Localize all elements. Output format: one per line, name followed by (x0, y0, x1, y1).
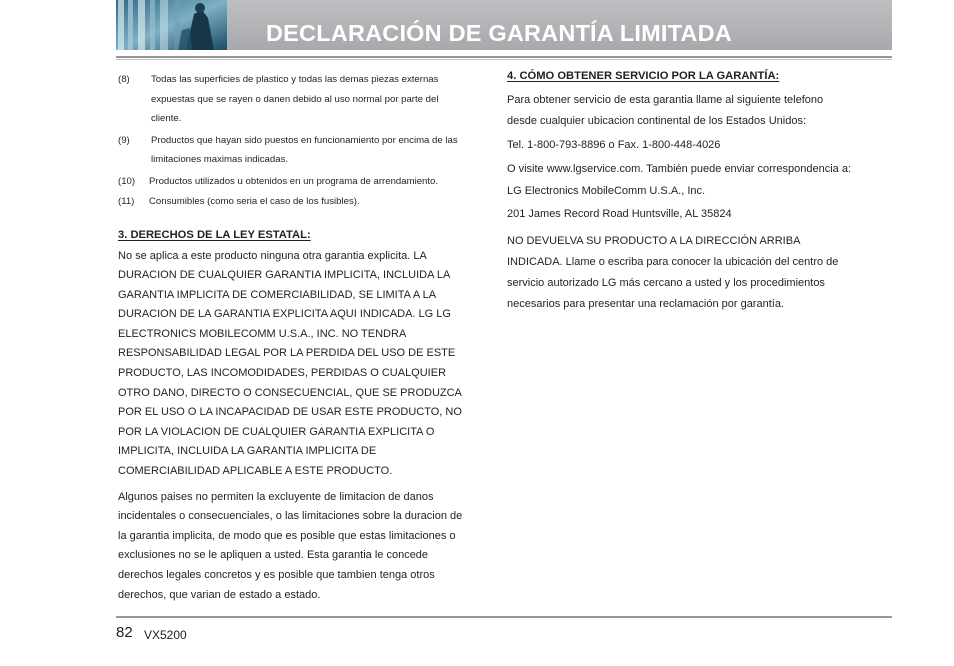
model-name: VX5200 (144, 628, 187, 642)
header-photo-image (116, 0, 227, 50)
list-item (118, 172, 463, 192)
section-3-paragraph-2: Algunos paises no permiten la excluyente de limitacion de danos incidentales o consecuenciales, o las limitaciones sobre la duracion de la garantia implicita, de modo que es posible que estas limitaciones o exclusiones no se le apliquen a usted. Esta garantia le concede derechos legales concretos y es posible que tambien tenga otros derechos, que varian de estado a estado. (118, 490, 463, 601)
footer-divider (116, 616, 892, 618)
left-column (118, 70, 463, 605)
service-intro: Para obtener servicio de esta garantia llame al siguiente telefono desde cualquier ubicacion continental de los Estados Unidos: (507, 94, 824, 127)
list-item-text: Todas las superficies de plastico y todas las demas piezas externas expuestas que se rayen o danen debido al uso normal por parte del cliente. (151, 74, 439, 124)
company-name: LG Electronics MobileComm U.S.A., Inc. (507, 184, 706, 197)
list-item-number: (11) (118, 196, 135, 207)
list-item (118, 131, 463, 170)
header-photo (116, 0, 227, 50)
list-item (118, 192, 463, 212)
list-item (118, 70, 463, 129)
header-divider-thin (116, 59, 892, 60)
section-3-heading: 3. DERECHOS DE LA LEY ESTATAL: (118, 228, 311, 241)
list-item-text: Productos utilizados u obtenidos en un programa de arrendamiento. (149, 175, 439, 187)
right-column (507, 70, 852, 315)
list-item-number: (10) (118, 175, 136, 187)
page-title: DECLARACIÓN DE GARANTÍA LIMITADA (266, 20, 732, 46)
page-number: 82 (116, 624, 133, 641)
list-item-number: (8) (118, 74, 130, 85)
header-divider (116, 56, 892, 58)
section-4-heading: 4. CÓMO OBTENER SERVICIO POR LA GARANTÍA: (507, 70, 780, 82)
list-item-text: Consumibles (como seria el caso de los fusibles). (149, 196, 360, 207)
mailing-address: 201 James Record Road Huntsville, AL 35824 (507, 208, 732, 221)
exclusion-list (118, 70, 463, 212)
header-title-bar (227, 0, 892, 50)
phone-fax: Tel. 1-800-793-8896 o Fax. 1-800-448-4026 (507, 139, 721, 151)
section-3-paragraph-1: No se aplica a este producto ninguna otra garantia explicita. LA DURACION DE CUALQUIER GARANTIA IMPLICITA, INCLUIDA LA GARANTIA IMPLICITA DE COMERCIABILIDAD, SE LIMITA A LA DURACION DE LA GARANTIA EXPLICITA AQUI INDICADA. LG LG ELECTRONICS MOBILECOMM U.S.A., INC. NO TENDRA RESPONSABILIDAD LEGAL POR LA PERDIDA DEL USO DE ESTE PRODUCTO, LAS INCOMODIDADES, PERDIDAS O CUALQUIER OTRO DANO, DIRECTO O CONSECUENCIAL, QUE SE PRODUZCA POR EL USO O LA INCAPACIDAD DE USAR ESTE PRODUCTO, NO POR LA VIOLACION DE CUALQUIER GARANTIA EXPLICITA O IMPLICITA, INCLUIDA LA GARANTIA IMPLICITA DE COMERCIABILIDAD APLICABLE A ESTE PRODUCTO. (118, 249, 462, 478)
list-item-text: Productos que hayan sido puestos en funcionamiento por encima de las limitaciones maximas indicadas. (151, 134, 458, 165)
return-notice: NO DEVUELVA SU PRODUCTO A LA DIRECCIÓN ARRIBA INDICADA. Llame o escriba para conocer la ubicación del centro de servicio autorizado LG más cercano a usted y los procedimientos necesarios para presentar una reclamación por garantía. (507, 234, 839, 310)
list-item-number: (9) (118, 134, 130, 146)
website-line: O visite www.lgservice.com. También puede enviar correspondencia a: (507, 162, 852, 175)
